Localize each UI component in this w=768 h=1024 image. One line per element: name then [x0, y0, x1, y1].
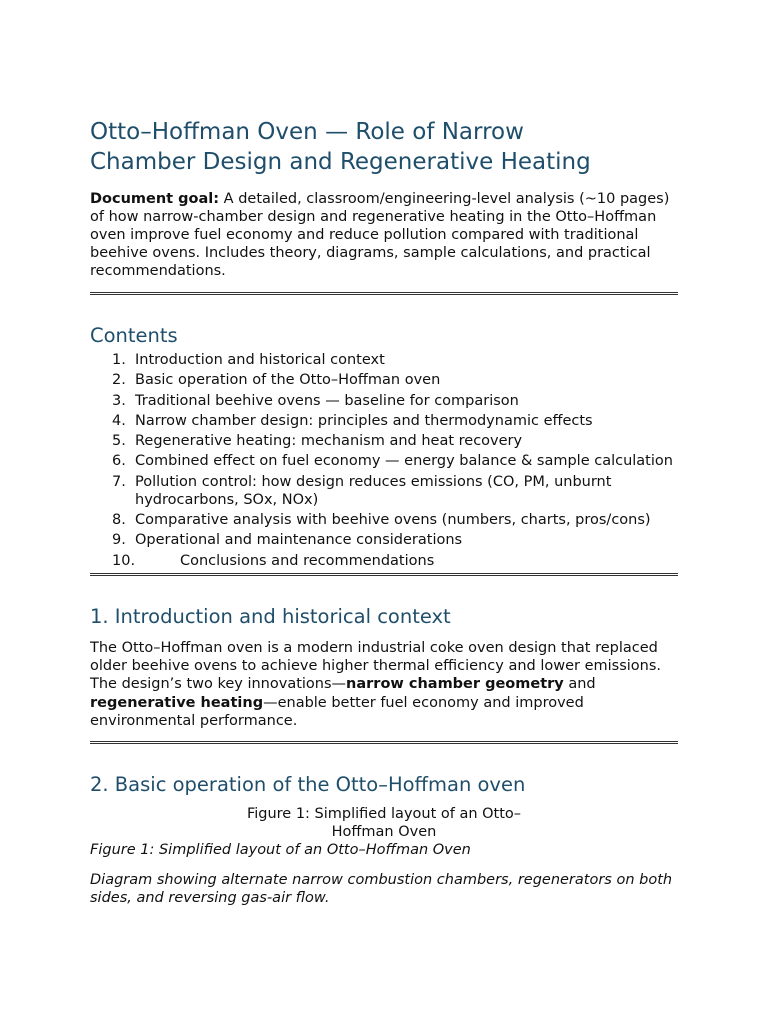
toc-item-number: 2.	[112, 372, 126, 389]
goal-label: Document goal:	[90, 191, 220, 207]
goal-text: A detailed, classroom/engineering-level analysis (~10 pages) of how narrow-chamber design and regenerative heating in the Otto–Hoffman oven improve fuel economy and reduce pollution compared with traditional beehive ovens. Includes theory, diagrams, sample calculations, and practical recommendations.	[90, 191, 670, 279]
toc-item	[90, 511, 678, 529]
toc-item-number: 4.	[112, 412, 126, 429]
toc-item-text: Comparative analysis with beehive ovens (numbers, charts, pros/cons)	[135, 512, 651, 529]
toc-item	[90, 531, 678, 549]
toc-item	[90, 473, 678, 509]
toc-item-text: Conclusions and recommendations	[180, 552, 435, 569]
figure-1-alt-line-1: Figure 1: Simplified layout of an Otto–	[246, 805, 522, 822]
figure-1-placeholder	[90, 805, 678, 841]
toc-item-text: Regenerative heating: mechanism and heat recovery	[135, 433, 523, 450]
section-1-bold-narrow-chamber: narrow chamber geometry	[346, 676, 564, 693]
section-1-text-b: and	[563, 676, 596, 693]
section-1-text-c: —enable better fuel economy and improved environmental performance.	[90, 694, 584, 729]
section-1-paragraph	[90, 639, 678, 730]
toc-item-number: 7.	[112, 473, 126, 490]
toc-item-number: 9.	[112, 532, 126, 549]
toc-item-text: Basic operation of the Otto–Hoffman oven	[135, 372, 441, 389]
toc-item	[90, 452, 678, 470]
contents-heading: Contents	[90, 324, 178, 347]
toc-item	[90, 552, 678, 570]
toc-item-number: 6.	[112, 453, 126, 470]
toc-item-text: Introduction and historical context	[135, 352, 385, 368]
figure-1-description: Diagram showing alternate narrow combustion chambers, regenerators on both sides, and reversing gas-air flow.	[90, 871, 673, 906]
toc-item	[90, 351, 678, 369]
figure-1-alt-line-2: Hoffman Oven	[331, 823, 437, 840]
toc-item	[90, 392, 678, 410]
toc-item-text: Operational and maintenance considerations	[135, 532, 463, 549]
section-2-heading: 2. Basic operation of the Otto–Hoffman oven	[90, 772, 526, 796]
toc-item-number: 8.	[112, 512, 126, 529]
document-content	[90, 117, 678, 907]
toc-item-text: Pollution control: how design reduces emissions (CO, PM, unburnt hydrocarbons, SOx, NOx)	[135, 473, 612, 508]
toc-item-text: Traditional beehive ovens — baseline for comparison	[135, 392, 519, 409]
title-line-1: Otto–Hoffman Oven — Role of Narrow	[90, 119, 524, 145]
toc-item-number: 10.	[112, 552, 136, 569]
table-of-contents	[90, 351, 678, 570]
toc-item-number: 5.	[112, 433, 126, 450]
toc-item	[90, 371, 678, 389]
section-1-bold-regenerative: regenerative heating	[90, 694, 264, 711]
toc-item-number: 3.	[112, 392, 126, 409]
document-goal	[90, 190, 678, 280]
toc-item-text: Combined effect on fuel economy — energy balance & sample calculation	[135, 453, 673, 470]
toc-item	[90, 412, 678, 430]
title-line-2: Chamber Design and Regenerative Heating	[90, 149, 591, 175]
toc-item-text: Narrow chamber design: principles and thermodynamic effects	[135, 412, 593, 429]
section-1-heading: 1. Introduction and historical context	[90, 604, 451, 628]
toc-item-number: 1.	[112, 352, 126, 368]
section-1-text-a: The Otto–Hoffman oven is a modern industrial coke oven design that replaced older beehive ovens to achieve higher thermal efficiency and lower emissions. The design’s two key innovations—	[90, 639, 662, 693]
toc-item	[90, 432, 678, 450]
document-title	[90, 117, 678, 177]
figure-1-caption: Figure 1: Simplified layout of an Otto–Hoffman Oven	[90, 841, 471, 858]
